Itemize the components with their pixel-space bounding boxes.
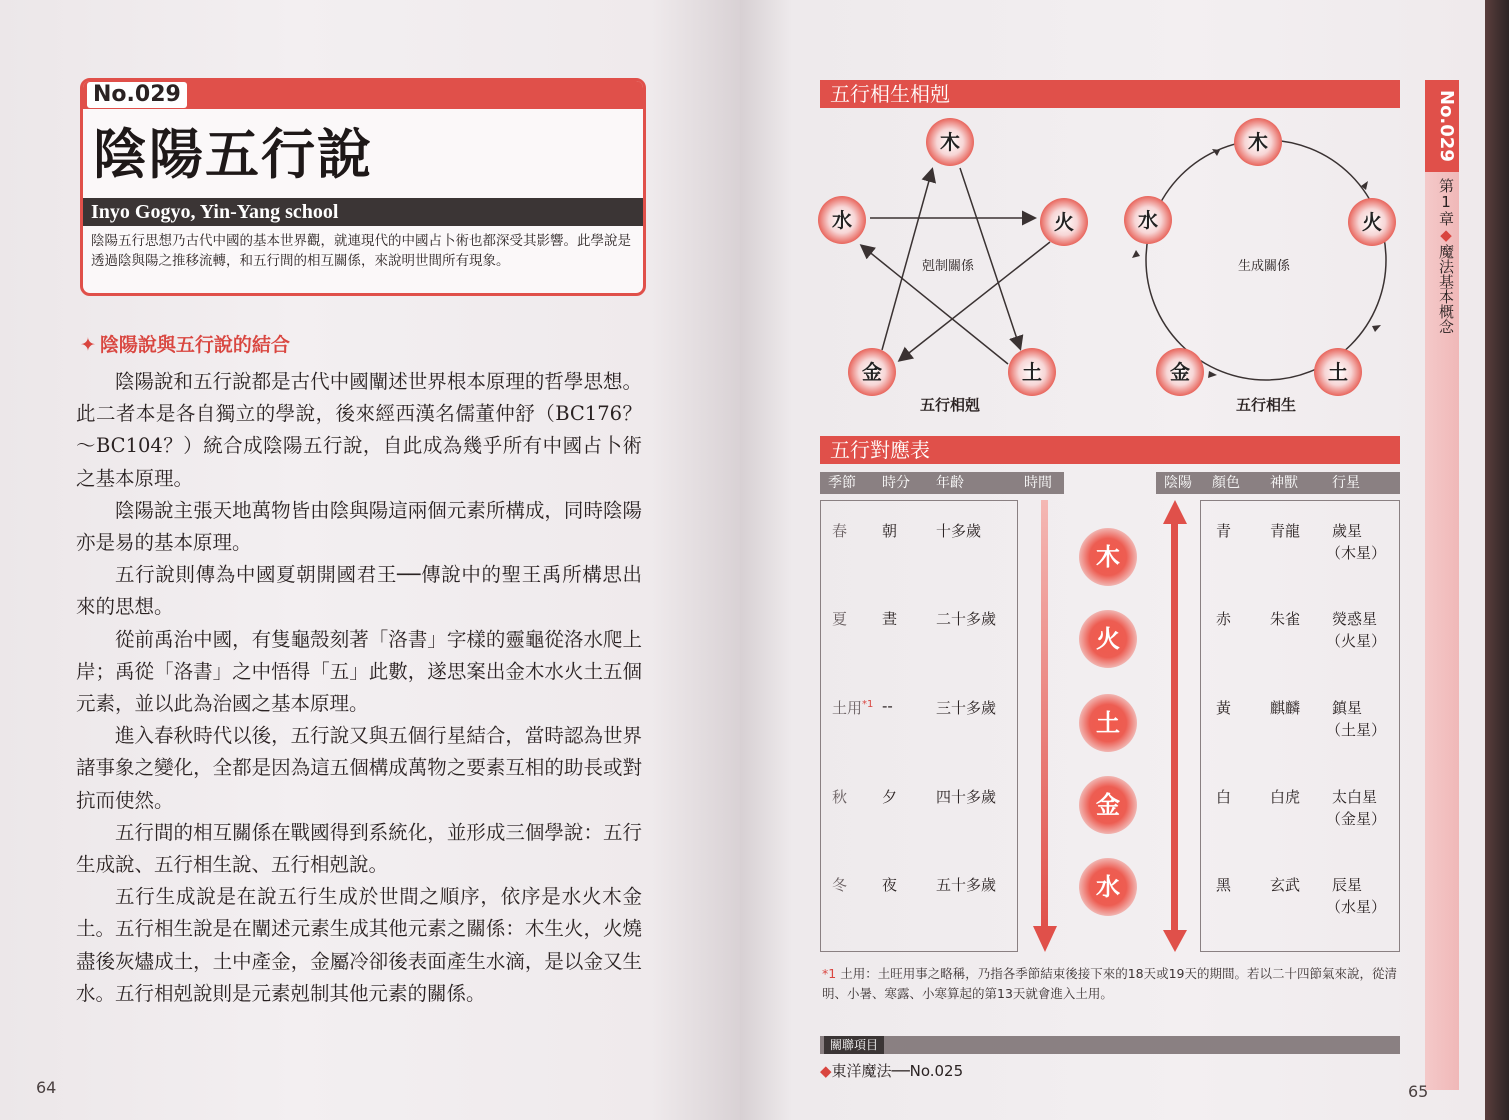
generate-inner-label: 生成關係: [1238, 259, 1291, 274]
page-number-left: 64: [36, 1078, 57, 1097]
arrow-water-wood: [1132, 250, 1140, 258]
page-number-right: 65: [1408, 1082, 1429, 1101]
cell-beast: 朱雀: [1270, 610, 1301, 628]
cell-planet: 熒惑星: [1332, 610, 1378, 628]
svg-text:金: 金: [1170, 360, 1190, 384]
section-bar-cycle: [820, 80, 1400, 108]
cell-color: 黃: [1216, 699, 1232, 717]
element-circle: 火: [1079, 610, 1137, 668]
english-subtitle: Inyo Gogyo, Yin-Yang school: [83, 198, 643, 226]
left-column-headers: [820, 472, 1064, 494]
section-bar-title: 五行相生相剋: [830, 82, 950, 106]
element-circle: 木: [1079, 528, 1137, 586]
cell-planet-alt: （水星）: [1326, 898, 1387, 916]
node-wood: [926, 118, 974, 166]
title-box: [80, 78, 646, 296]
paragraph: 進入春秋時代以後，五行說又與五個行星結合，當時認為世界諸事象之變化，全都是因為這五個構成萬物之要素互相的助長或對抗而使然。: [76, 724, 642, 812]
paragraph: 五行生成說是在說五行生成於世間之順序，依序是水火木金土。五行相生說是在闡述元素生成其他元素之關係：木生火，火燒盡後灰燼成土，土中產金，金屬冷卻後表面產生水滴，是以金又生水。五行相剋說則是元素剋制其他元素的關係。: [76, 885, 642, 1005]
cell-age: 五十多歲: [936, 876, 997, 894]
section-bar-title: 五行對應表: [830, 438, 930, 462]
overcome-caption: 五行相剋: [919, 396, 981, 414]
footnote-marker: *1: [862, 699, 874, 710]
node-water: [818, 196, 866, 244]
footnote-mark: *1: [822, 966, 837, 981]
svg-text:土: 土: [1022, 360, 1042, 384]
header-season: 季節: [828, 475, 856, 491]
related-link[interactable]: [820, 1060, 963, 1081]
node-earth: [1314, 348, 1362, 396]
svg-text:火: 火: [1362, 210, 1382, 234]
cell-planet-alt: （火星）: [1326, 632, 1387, 650]
overcome-inner-label: 剋制關係: [922, 259, 975, 274]
cell-planet: 太白星: [1332, 788, 1378, 806]
cell-color: 黑: [1216, 876, 1232, 894]
cell-timeofday: 晝: [882, 610, 898, 628]
node-fire: [1348, 198, 1396, 246]
footnote-text: 土用：土旺用事之略稱，乃指各季節結束後接下來的18天或19天的期間。若以二十四節氣來說，從清明、小暑、寒露、小寒算起的第13天就會進入土用。: [822, 966, 1398, 1001]
cell-color: 白: [1216, 788, 1232, 806]
related-bar: [820, 1036, 1400, 1054]
page-title: 陰陽五行說: [93, 122, 373, 186]
cell-season: 冬: [832, 876, 848, 894]
cell-beast: 青龍: [1270, 522, 1301, 540]
section-heading: [80, 330, 290, 357]
cell-season: 夏: [832, 610, 848, 628]
side-chapter-number: 第1章: [1437, 178, 1455, 226]
title-summary: 陰陽五行思想乃古代中國的基本世界觀，就連現代的中國占卜術也都深受其影響。此學說是透過陰與陽之推移流轉，和五行間的相互關係，來說明世間所有現象。: [91, 233, 631, 269]
side-chapter-title: 魔法基本概念: [1437, 244, 1455, 334]
paragraph: 陰陽說和五行說都是古代中國闡述世界根本原理的哲學思想。此二者本是各自獨立的學說，後來經西漢名儒董仲舒（BC176？～BC104？）統合成陰陽五行說，自此成為幾乎所有中國占卜術之基本原理。: [76, 370, 642, 490]
node-fire: [1040, 198, 1088, 246]
diamond-icon: ◆: [1437, 226, 1455, 244]
arrow-earth-metal: [1208, 371, 1217, 378]
section-heading-text: 陰陽說與五行說的結合: [99, 334, 290, 356]
svg-text:水: 水: [832, 208, 852, 232]
related-link-text[interactable]: 東洋魔法──No.025: [831, 1062, 964, 1080]
related-label: 關聯項目: [824, 1036, 884, 1054]
cell-planet-alt: （木星）: [1326, 544, 1387, 562]
body-text: [76, 366, 642, 1010]
number-badge: No.029: [87, 82, 187, 108]
cell-color: 青: [1216, 522, 1232, 540]
element-circle: 水: [1079, 858, 1137, 916]
paragraph: 五行說則傳為中國夏朝開國君王──傳說中的聖王禹所構思出來的思想。: [76, 563, 642, 619]
node-metal: [848, 348, 896, 396]
cell-age: 四十多歲: [936, 788, 997, 806]
cell-season-text: 土用: [832, 699, 863, 717]
side-number: No.029: [1436, 90, 1457, 162]
node-metal: [1156, 348, 1204, 396]
svg-text:木: 木: [940, 130, 960, 154]
svg-text:土: 土: [1328, 360, 1348, 384]
arrow-fire-earth: [1372, 325, 1381, 332]
diamond-icon: ◆: [820, 1062, 832, 1080]
generate-diagram: [1124, 118, 1396, 414]
header-time: 時間: [1024, 475, 1052, 491]
paragraph: 從前禹治中國，有隻龜殼刻著「洛書」字樣的靈龜從洛水爬上岸；禹從「洛書」之中悟得「五」此數，遂思案出金木水火土五個元素，並以此為治國之基本原理。: [76, 627, 642, 716]
yinyang-arrow-up: [1160, 496, 1190, 956]
section-bar-table: [820, 436, 1400, 464]
cell-season: [832, 697, 873, 718]
right-column-headers: [1156, 472, 1400, 494]
side-chapter: [1427, 178, 1457, 334]
book-edge: [1485, 0, 1509, 1120]
header-planet: 行星: [1332, 475, 1360, 491]
cell-timeofday: --: [882, 697, 893, 715]
cell-planet: 鎮星: [1332, 699, 1363, 717]
overcome-diagram: [818, 118, 1088, 414]
left-page: [0, 0, 740, 1120]
footnote: [822, 964, 1402, 1004]
svg-text:水: 水: [1138, 208, 1158, 232]
cell-planet-alt: （土星）: [1326, 721, 1387, 739]
five-elements-diagrams: [800, 110, 1400, 430]
cell-timeofday: 夕: [882, 788, 898, 806]
cell-season: 春: [832, 522, 848, 540]
header-color: 顏色: [1212, 475, 1240, 491]
cell-planet-alt: （金星）: [1326, 810, 1387, 828]
paragraph: 陰陽說主張天地萬物皆由陰與陽這兩個元素所構成，同時陰陽亦是易的基本原理。: [76, 498, 642, 555]
cell-beast: 白虎: [1270, 788, 1301, 806]
header-beast: 神獸: [1270, 475, 1298, 491]
cell-planet: 辰星: [1332, 876, 1363, 894]
header-timeofday: 時分: [882, 475, 910, 491]
generate-caption: 五行相生: [1235, 396, 1297, 414]
node-earth: [1008, 348, 1056, 396]
sparkle-icon: ✦: [80, 334, 96, 356]
arrow-wood-earth: [960, 168, 1020, 348]
element-circle: 金: [1079, 776, 1137, 834]
svg-text:木: 木: [1248, 130, 1268, 154]
cell-planet: 歲星: [1332, 522, 1363, 540]
element-circle: 土: [1079, 694, 1137, 752]
cell-color: 赤: [1216, 610, 1232, 628]
cell-age: 二十多歲: [936, 610, 997, 628]
header-yinyang: 陰陽: [1164, 475, 1192, 491]
paragraph: 五行間的相互關係在戰國得到系統化，並形成三個學說：五行生成說、五行相生說、五行相剋說。: [76, 820, 642, 877]
node-water: [1124, 196, 1172, 244]
svg-text:金: 金: [862, 360, 882, 384]
node-wood: [1234, 118, 1282, 166]
cell-age: 十多歲: [936, 522, 982, 540]
cell-beast: 玄武: [1270, 876, 1301, 894]
cell-timeofday: 夜: [882, 876, 898, 894]
cell-beast: 麒麟: [1270, 699, 1301, 717]
cell-age: 三十多歲: [936, 699, 997, 717]
svg-text:火: 火: [1054, 210, 1074, 234]
cell-season: 秋: [832, 788, 848, 806]
cell-timeofday: 朝: [882, 522, 898, 540]
header-age: 年齡: [936, 475, 964, 491]
time-arrow-down: [1030, 496, 1060, 956]
